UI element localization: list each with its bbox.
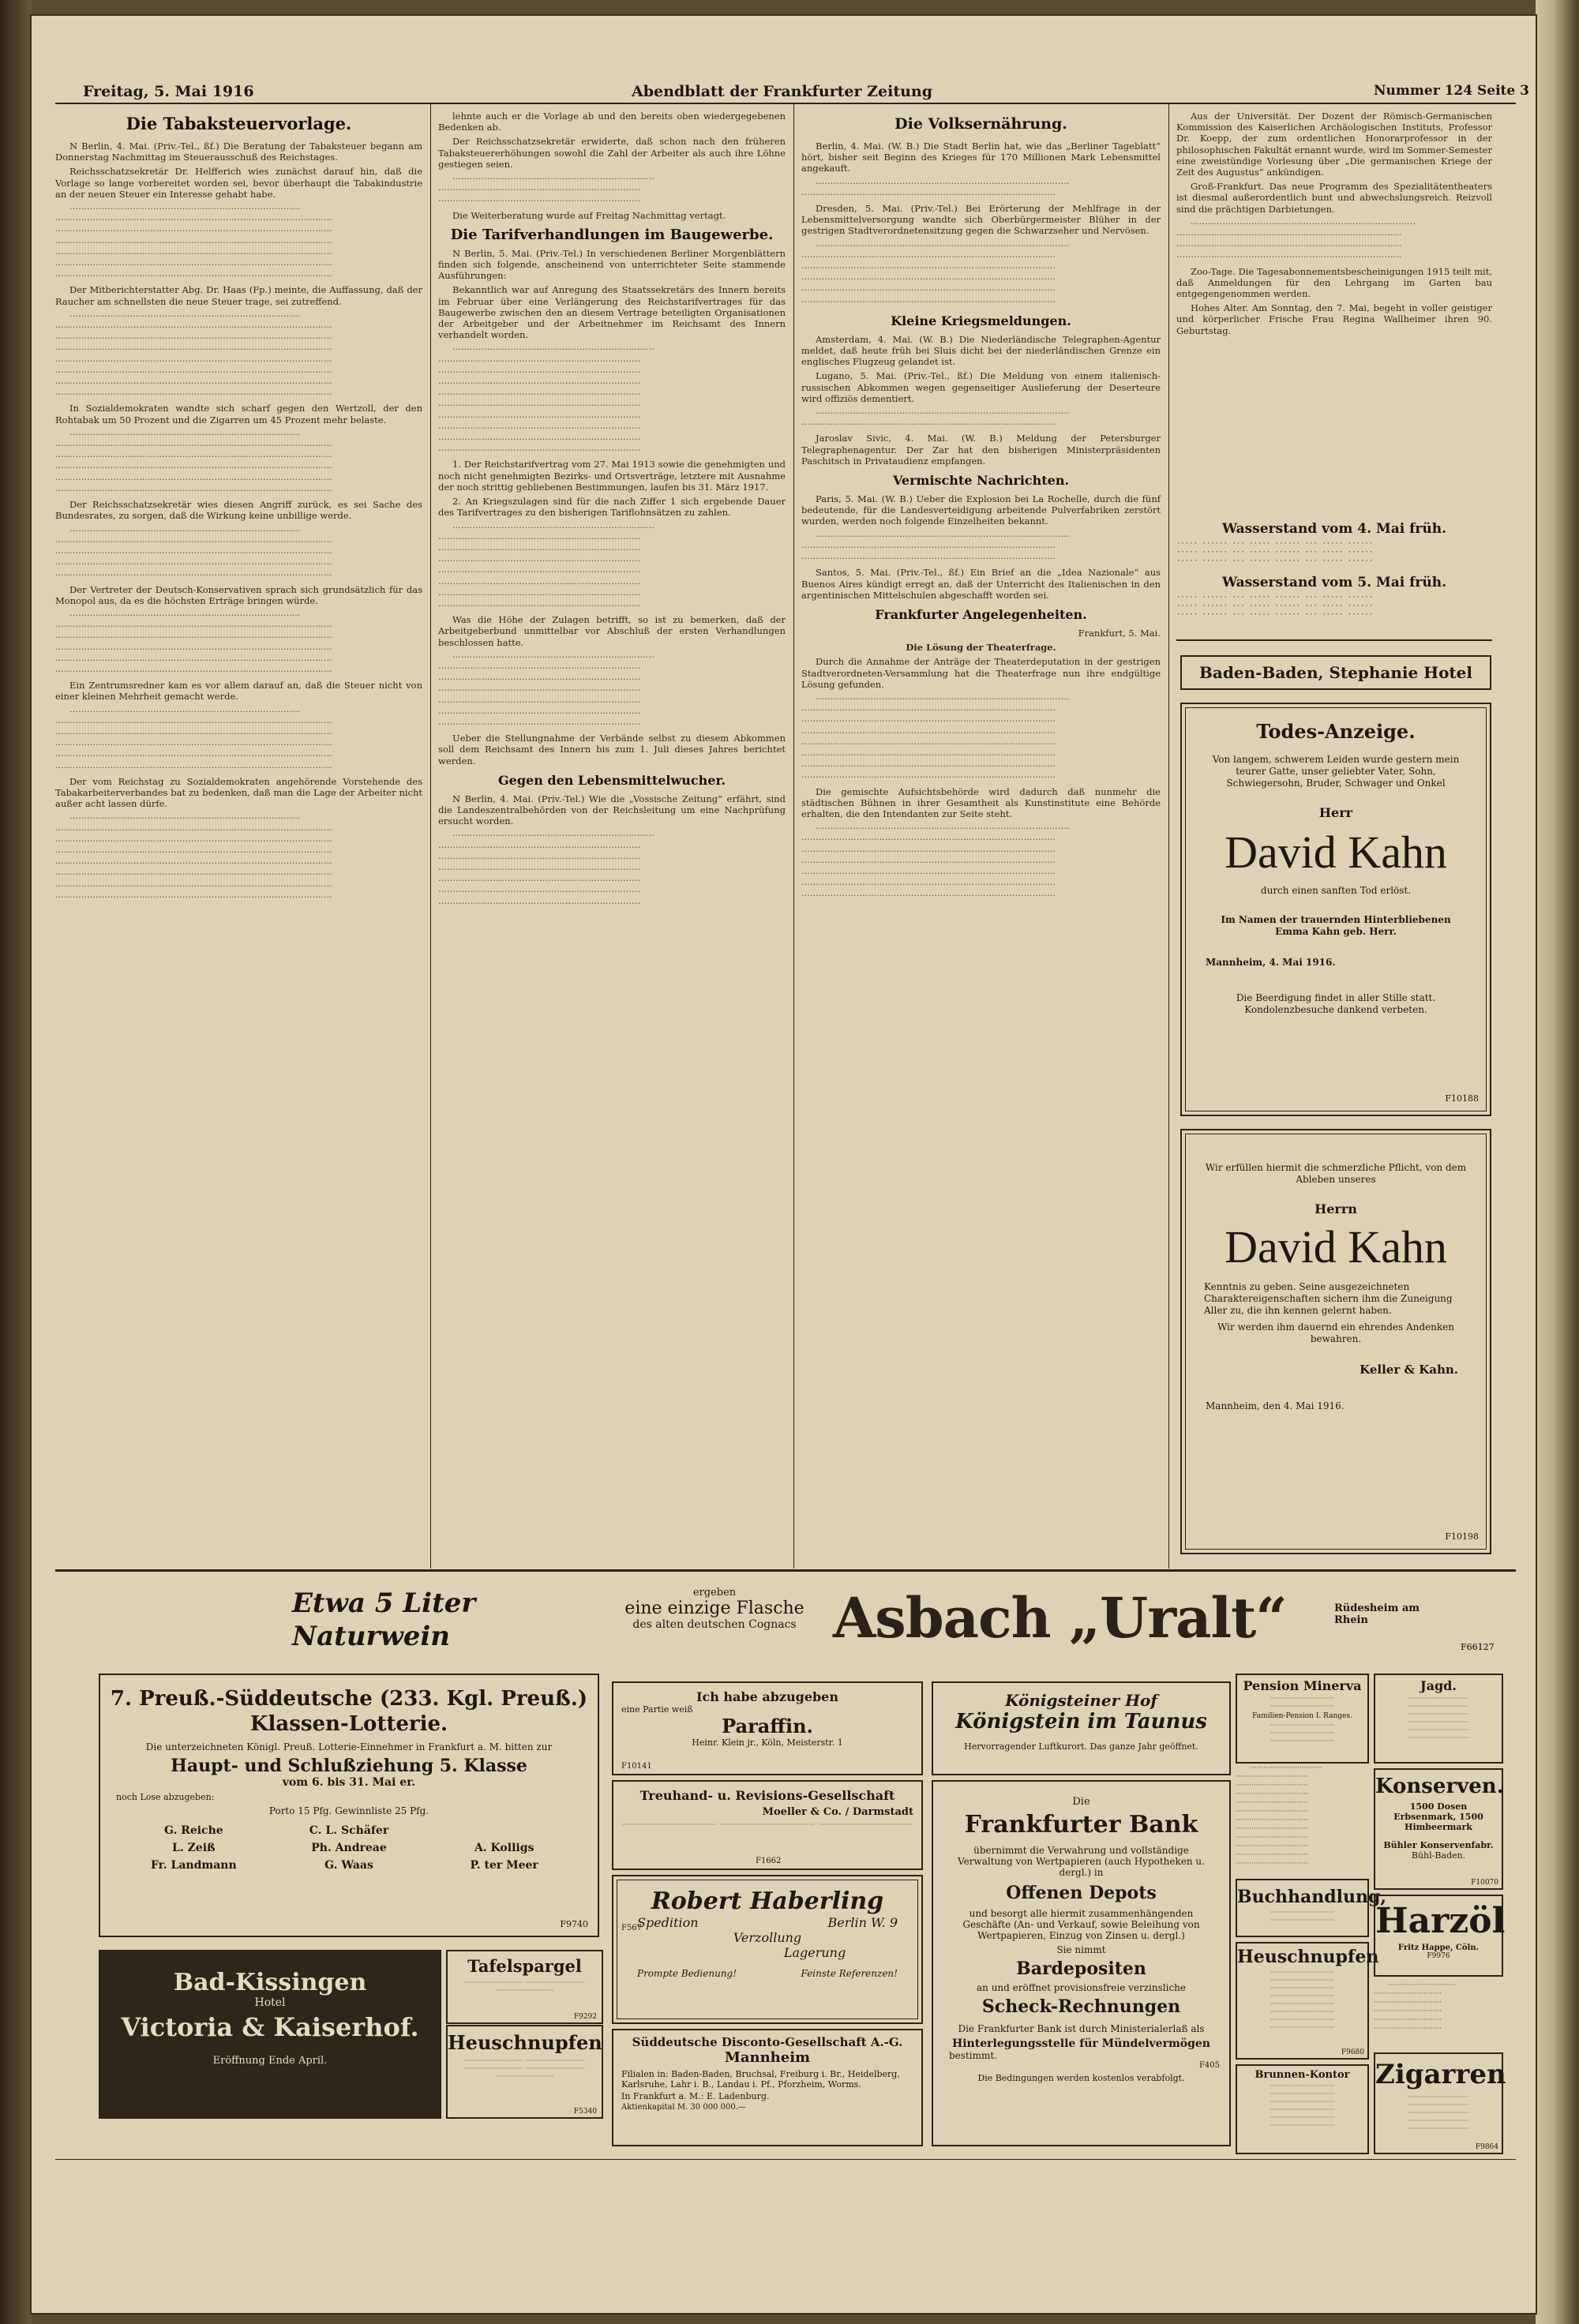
seller-name: C. L. Schäfer — [309, 1824, 389, 1837]
paragraph: Der Reichsschatzsekretär wies diesen Angriff zurück, es sei Sache des Bundesrates, zu sorgen, daß die Wirkung keine unbillige werde. — [55, 499, 422, 522]
ad-code: F9864 — [1475, 2143, 1498, 2151]
heuschnupfen-ad — [446, 2025, 603, 2119]
dateline: Frankfurt, 5. Mai. — [1078, 627, 1161, 639]
ad-code: F10188 — [1445, 1093, 1479, 1104]
paraffin-name: Paraffin. — [722, 1715, 813, 1737]
ad-code: F66127 — [1461, 1642, 1495, 1652]
paragraph: In Sozialdemokraten wandte sich scharf gegen den Wertzoll, der den Rohtabak um 50 Prozent und die Zigarren um 45 Prozent mehr belaste. — [55, 403, 422, 425]
disconto-name: Süddeutsche Disconto-Gesellschaft A.-G. — [632, 2035, 903, 2049]
asbach-mid-text: ergeben — [692, 1587, 737, 1599]
illegible-text: ······························ ······························ ······························ ······························ ······························ — [1408, 2093, 1469, 2132]
bank-text: übernimmt die Verwahrung und vollständige Verwaltung von Wertpapieren (auch Hypotheken u. dergl.) in — [958, 1845, 1205, 1878]
bank-text: Die Frankfurter Bank ist durch Ministerialerlaß als — [958, 2023, 1205, 2034]
bank-scheck: Scheck-Rechnungen — [981, 1996, 1181, 2017]
illegible-text: ······································································ ······································································ ······································································ ······································································ ······································································ ······································································ ······································································ — [438, 830, 654, 909]
haberling-city: Berlin W. 9 — [827, 1915, 898, 1930]
ad-code: F10141 — [621, 1762, 652, 1771]
illegible-text: ································ ································ ································ ································ ································ ································ ································ ································ — [1270, 1969, 1335, 2031]
notice-title: Todes-Anzeige. — [1256, 720, 1416, 743]
konserven-line: 1500 Dosen Erbsenmark, 1500 Himbeermark — [1393, 1801, 1483, 1832]
kissingen-line: Eröffnung Ende April. — [212, 2055, 328, 2067]
illegible-text: ························································································ ························································································ ························································································ ························································································ ························································································ ························································································ ························································································ ························································································ — [801, 692, 1070, 783]
buchhandlung-ad — [1236, 1879, 1386, 1937]
bank-bardepositen: Bardepositen — [1016, 1959, 1146, 1979]
treuhand-name: Treuhand- u. Revisions-Gesellschaft — [639, 1788, 895, 1803]
lotterie-main: Haupt- und Schlußziehung 5. Klasse — [171, 1756, 527, 1776]
seller-name: P. ter Meer — [470, 1859, 538, 1872]
header-rule — [55, 103, 1516, 104]
notice-note: Kondolenzbesuche dankend verbeten. — [1244, 1004, 1427, 1015]
heuschnupfen-ad-2 — [1236, 1942, 1379, 2060]
section-rule — [55, 1569, 1516, 1572]
column-rule — [430, 104, 431, 1569]
bank-text: Die Bedingungen werden kostenlos verabfolgt. — [977, 2073, 1185, 2083]
notice-body: Von langem, schwerem Leiden wurde gestern mein teurer Gatte, unser geliebter Vater, Sohn, Schwiegersohn, Bruder, Schwager und Onkel — [1212, 754, 1460, 789]
notice-herr: Herrn — [1315, 1201, 1357, 1216]
illegible-text: ······································································ ······································································ ······································································ ······································································ ······································································ ······································································ ······································································ ······································································ ······································································ ······································································ — [438, 343, 654, 456]
paragraph: Der Reichsschatzsekretär erwiderte, daß schon nach den früheren Tabaksteuererhöhungen sowohl die Zahl der Arbeiter als auch ihre Löhne gestiegen seien. — [438, 136, 786, 170]
konserven-title: Konserven. — [1375, 1775, 1504, 1798]
paragraph: Santos, 5. Mai. (Priv.-Tel., ßf.) Ein Brief an die „Idea Nazionale“ aus Buenos Aires kündigt erregt an, daß der Unterricht des Italienischen in den argentinischen Mittelschulen abgeschafft worden sei. — [801, 567, 1161, 601]
illegible-text: ······························ ······························ ······························ ······························ ······························ ······························ — [1408, 1695, 1469, 1741]
hotel-name: Baden-Baden, Stephanie Hotel — [1199, 663, 1472, 682]
spargel-title: Tafelspargel — [467, 1956, 582, 1976]
widow-name: Emma Kahn geb. Herr. — [1275, 926, 1397, 937]
koenigstein-sub: Königstein im Taunus — [955, 1710, 1207, 1734]
hotel-stephanie-ad — [1180, 655, 1491, 690]
small-ads — [1374, 1981, 1500, 2045]
firm-name: Keller & Kahn. — [1360, 1363, 1458, 1377]
bank-text: und besorgt alle hiermit zusammenhängenden Geschäfte (An- und Verkauf, sowie Beleihung von Wertpapieren, Einzug von Zinsen u. dergl.) — [962, 1908, 1200, 1941]
paragraph: Ueber die Stellungnahme der Verbände selbst zu diesem Abkommen soll dem Reichsamt des Innern bis zum 1. Juli dieses Jahres berichtet werden. — [438, 733, 786, 767]
haberling-service: Lagerung — [783, 1945, 846, 1960]
seller-name: Ph. Andreae — [311, 1842, 387, 1854]
illegible-text: ······································································ ······································································ ······································································ — [438, 173, 654, 207]
article-tabaksteuer — [55, 111, 422, 1567]
haberling-name: Robert Haberling — [651, 1887, 884, 1915]
kissingen-hotel: Hotel — [254, 1996, 286, 2009]
water-level-title: Wasserstand vom 5. Mai früh. — [1221, 575, 1447, 590]
illegible-text: ····························· ····························· ····························· — [464, 1979, 585, 1994]
paraffin-line: eine Partie weiß — [621, 1704, 693, 1715]
article-title: Die Volksernährung. — [895, 115, 1067, 133]
notice-place: Mannheim, 4. Mai 1916. — [1206, 957, 1336, 968]
notice-body: Wir erfüllen hiermit die schmerzliche Pflicht, von dem Ableben unseres — [1205, 1162, 1467, 1185]
paragraph: Die Weiterberatung wurde auf Freitag Nachmittag vertagt. — [452, 209, 726, 221]
paragraph: Amsterdam, 4. Mai. (W. B.) Die Niederländische Telegraphen-Agentur meldet, daß heute früh bei Sluis dicht bei der niederländischen Grenze ein englisches Flugzeug gelandet ist. — [801, 333, 1161, 368]
lotterie-ad — [99, 1674, 599, 1937]
paragraph: Dresden, 5. Mai. (Priv.-Tel.) Bei Erörterung der Mehlfrage in der Lebensmittelversorgung wandte sich Oberbürgermeister Blüher in der gestrigen Stadtverordnetensitzung gegen die Schwarzseher und Nervösen. — [801, 203, 1161, 237]
brunnen-title: Brunnen-Kontor — [1255, 2069, 1350, 2081]
paragraph: Was die Höhe der Zulagen betrifft, so ist zu bemerken, daß der Arbeitgeberbund unmittelbar vor Abschluß der ersten Verhandlungen beschlossen hatte. — [438, 614, 786, 648]
disconto-city: Mannheim — [724, 2049, 811, 2066]
deceased-name: David Kahn — [1225, 1221, 1447, 1273]
water-level-table: ····· ······ ··· ····· ······ ··· ····· ······ ····· ······ ··· ····· ······ ··· ····· ······ ····· ······ ··· ····· ······ ··· ····· ······ — [1176, 540, 1374, 565]
zigarren-title: Zigarren — [1375, 2059, 1506, 2090]
article-title: Die Tarifverhandlungen im Baugewerbe. — [450, 226, 774, 243]
asbach-uralt-ad — [55, 1579, 1516, 1666]
illegible-text: ················································································ ································································································ ································································································ ································································································ ································································································ ································································································ ································································································ ································································································ — [55, 309, 332, 400]
illegible-text: ················································································ ································································································ ································································································ ································································································ ································································································ ································································································ — [55, 705, 332, 773]
ad-code: F9680 — [1341, 2048, 1364, 2056]
kissingen-city: Bad-Kissingen — [173, 1969, 367, 1996]
bank-depot: Offenen Depots — [1006, 1883, 1157, 1903]
bank-text: an und eröffnet provisionsfreie verzinsliche — [977, 1982, 1186, 1993]
buchhandlung-title: Buchhandlung, — [1237, 1887, 1386, 1907]
haberling-tag: Feinste Referenzen! — [801, 1968, 898, 1979]
paragraph: Paris, 5. Mai. (W. B.) Ueber die Explosion bei La Rochelle, durch die fünf bedeutende, für die Landesverteidigung arbeitende Pulverfabriken zerstört wurden, werden noch folgende Einzelheiten bekannt. — [801, 493, 1161, 527]
treuhand-ad — [612, 1780, 923, 1870]
lotterie-lose: noch Lose abzugeben: — [116, 1792, 215, 1802]
kissingen-ad — [99, 1950, 441, 2119]
frankfurter-bank-ad — [932, 1780, 1231, 2146]
death-notice-family — [1180, 703, 1491, 1116]
illegible-text: ························································································ ························································································ — [801, 177, 1070, 200]
konserven-ad — [1374, 1768, 1503, 1890]
divider — [1176, 639, 1492, 641]
heuschnupfen-title: Heuschnupfen — [448, 2031, 602, 2054]
notice-note: Die Beerdigung findet in aller Stille statt. — [1236, 992, 1436, 1003]
illegible-text: ················································································ ································································································ ································································································ ································································································ ································································································ ································································································ — [55, 428, 332, 496]
column-rule — [793, 104, 794, 1569]
minerva-line: Familien-Pension I. Ranges. — [1252, 1712, 1352, 1720]
illegible-text: ······································································ ······································································ ······································································ ······································································ ······································································ ······································································ ······································································ — [438, 650, 654, 729]
binding-gutter — [0, 0, 32, 2324]
article-title: Die Tabaksteuervorlage. — [126, 114, 352, 133]
paragraph: lehnte auch er die Vorlage ab und den bereits oben wiedergegebenen Bedenken ab. — [438, 111, 786, 133]
column-rule — [1168, 104, 1169, 1569]
notice-line: durch einen sanften Tod erlöst. — [1260, 885, 1412, 896]
minerva-name: Pension Minerva — [1243, 1678, 1362, 1693]
paragraph: Der Mitberichterstatter Abg. Dr. Haas (Fp.) meinte, die Auffassung, daß der Raucher am schnellsten die neue Steuer trage, sei zutreffend. — [55, 284, 422, 307]
spargel-ad — [446, 1950, 603, 2024]
bank-hint: Hinterlegungsstelle für Mündelvermögen — [952, 2037, 1210, 2050]
asbach-mid-text: des alten deutschen Cognacs — [632, 1618, 797, 1631]
paragraph: Hohes Alter. Am Sonntag, den 7. Mai, begeht in voller geistiger und körperlicher Frische Frau Regina Wallheimer ihren 90. Geburtstag. — [1176, 302, 1492, 336]
bank-text: Sie nimmt — [1056, 1944, 1106, 1955]
asbach-middle — [604, 1587, 825, 1631]
illegible-text: ································ ································ ································ — [1270, 1722, 1335, 1745]
illegible-text: ································ ································ ································ ································ ································ ································ — [1270, 2082, 1335, 2129]
haberling-ad — [612, 1875, 923, 2024]
seller-name: A. Kolligs — [474, 1842, 534, 1854]
treuhand-firm: Moeller & Co. / Darmstadt — [762, 1806, 913, 1818]
bank-name: Frankfurter Bank — [964, 1811, 1198, 1839]
article-lead: N Berlin, 5. Mai. (Priv.-Tel.) In verschiedenen Berliner Morgenblättern finden sich folgende, anscheinend von unterrichteter Seite stammende Ausführungen: — [438, 247, 786, 282]
jagd-ad — [1374, 1674, 1503, 1764]
paragraph: Lugano, 5. Mai. (Priv.-Tel., ßf.) Die Meldung von einem italienisch-russischen Abkommen wegen gegenseitiger Auslieferung der Deserteure wird offiziös dementiert. — [801, 370, 1161, 404]
article-lead: Berlin, 4. Mai. (W. B.) Die Stadt Berlin hat, wie das „Berliner Tageblatt“ hört, bisher seit Beginn des Krieges für 170 Millionen Mark Lebensmittel angekauft. — [801, 141, 1161, 174]
haberling-service: Spedition — [637, 1915, 699, 1930]
notice-line: Im Namen der trauernden Hinterbliebenen — [1221, 914, 1451, 925]
ad-code: F1662 — [756, 1857, 782, 1865]
article-title: Frankfurter Angelegenheiten. — [875, 606, 1087, 622]
notice-body: Kenntnis zu geben. Seine ausgezeichneten Charaktereigenschaften sichern ihm die Zuneigung Aller zu, die ihn kennen gelernt haben. — [1204, 1281, 1453, 1316]
paragraph: 1. Der Reichstarifvertrag vom 27. Mai 1913 sowie die genehmigten und noch nicht genehmigten Bezirks- und Ortsverträge, letztere mit Ausnahme der noch strittig gebliebenen Bestimmungen, laufen bis 31. März 1917. — [438, 459, 786, 493]
lotterie-porto: Porto 15 Pfg. Gewinnliste 25 Pfg. — [268, 1805, 429, 1816]
issue-date: Freitag, 5. Mai 1916 — [83, 83, 254, 100]
ad-code: F10070 — [1471, 1879, 1498, 1887]
koenigstein-ad — [932, 1681, 1231, 1775]
ad-code: F5340 — [573, 2108, 597, 2116]
bank-text: bestimmt. — [949, 2050, 997, 2061]
harzoel-ad — [1374, 1895, 1506, 1977]
paragraph: Zoo-Tage. Die Tagesabonnementsbescheinigungen 1915 teilt mit, daß Anmeldungen für den Lehrgang im Garten bau entgegengenommen werden. — [1176, 265, 1492, 300]
illegible-text: ················································································ ································································································ ································································································ ································································································ ································································································ ································································································ ································································································ ································································································ — [55, 812, 332, 902]
bank-the: Die — [1072, 1796, 1090, 1808]
page-number: Nummer 124 Seite 3 — [1374, 83, 1529, 99]
koenigstein-line: Hervorragender Luftkurort. Das ganze Jahr geöffnet. — [964, 1741, 1198, 1752]
heuschnupfen-title: Heuschnupfen — [1237, 1947, 1379, 1967]
konserven-city: Bühl-Baden. — [1411, 1850, 1466, 1861]
illegible-text: ························································································ ························································································ — [801, 407, 1070, 430]
haberling-service: Verzollung — [733, 1930, 802, 1945]
paragraph: Aus der Universität. Der Dozent der Römisch-Germanischen Kommission des Kaiserlichen Archäologischen Instituts, Professor Dr. Koepp, der zum ordentlichen Honorarprofessor in der philosophischen Fakultät ernannt wurde, wird im Sommer-Semester eine zweistündige Vorlesung über „Die germanischen Kriege der Zeit des Augustus“ ankündigen. — [1176, 111, 1492, 178]
seller-name: G. Waas — [324, 1859, 373, 1872]
illegible-text: ························································································ ························································································ ························································································ ························································································ ························································································ ························································································ — [801, 239, 1070, 307]
page-edge — [1536, 0, 1579, 2324]
bottom-rule — [55, 2159, 1516, 2160]
paraffin-line: Ich habe abzugeben — [696, 1689, 838, 1704]
disconto-capital: Aktienkapital M. 30 000 000.— — [621, 2103, 746, 2112]
illegible-text: ··············································· ··············································· ··············································· — [622, 1821, 913, 1828]
illegible-text: ·············································································· ·············································································· ·············································································· ·············································································· — [1176, 217, 1416, 263]
paragraph: Bekanntlich war auf Anregung des Staatssekretärs des Innern bereits im Februar über eine Verlängerung des Reichstarifvertrages für das Baugewerbe zwischen den an diesem Vertrage beteiligten Organisationen der Arbeitgeber und der Arbeitnehmer im Reichsamt des Innern verhandelt worden. — [438, 284, 786, 341]
small-ads — [1236, 1764, 1366, 1875]
asbach-brand: Asbach „Uralt“ — [833, 1585, 1287, 1651]
illegible-text: ························································································ ························································································ ························································································ — [801, 530, 1070, 564]
illegible-text: ····························· ····························· ····························· ····························· ····························· — [464, 2057, 585, 2080]
article-title: Gegen den Lebensmittelwucher. — [498, 772, 726, 788]
illegible-text: ································ ································ — [1270, 1909, 1335, 1924]
lotterie-sellers — [116, 1824, 582, 1872]
lotterie-dates: vom 6. bis 31. Mai er. — [282, 1776, 416, 1789]
notice-herr: Herr — [1318, 805, 1353, 820]
water-level-table: ····· ······ ··· ····· ······ ··· ····· ······ ····· ······ ··· ····· ······ ··· ····· ······ ····· ······ ··· ····· ······ ··· ····· ······ — [1176, 594, 1374, 619]
disconto-frankfurt: In Frankfurt a. M.: E. Ladenburg. — [621, 2091, 770, 2101]
masthead: Abendblatt der Frankfurter Zeitung — [632, 83, 933, 100]
paragraph: Jaroslav Sivic, 4. Mai. (W. B.) Meldung der Petersburger Telegraphenagentur. Der Zar hat den bisherigen Ministerpräsidenten Paschitsch in Privataudienz empfangen. — [801, 433, 1161, 467]
article-title: Kleine Kriegsmeldungen. — [891, 313, 1071, 328]
deceased-name: David Kahn — [1225, 827, 1447, 878]
paragraph: Der Vertreter der Deutsch-Konservativen sprach sich grundsätzlich für das Monopol aus, da es die höchsten Erträge bringen würde. — [55, 583, 422, 606]
notice-place: Mannheim, den 4. Mai 1916. — [1206, 1400, 1345, 1411]
paragraph: Die gemischte Aufsichtsbehörde wird dadurch daß nunmehr die städtischen Bühnen in ihrer Gesamtheit als Kunstinstitute eine Behörde erhalten, die den Intendanten zur Seite steht. — [801, 785, 1161, 819]
seller-name: G. Reiche — [163, 1824, 223, 1837]
paragraph: Ein Zentrumsredner kam es vor allem darauf an, daß die Steuer nicht von einer kleinen Mehrheit gemacht werde. — [55, 680, 422, 703]
paragraph: Reichsschatzsekretär Dr. Helfferich wies zunächst darauf hin, daß die Vorlage so lange vorbereitet worden sei, bevor überhaupt die Tabakindustrie an der neuen Steuer ein Interesse gehabt habe. — [55, 166, 422, 200]
illegible-text: ················································································ ································································································ ································································································ ································································································ ································································································ ································································································ ································································································ — [55, 203, 332, 282]
paragraph: Der vom Reichstag zu Sozialdemokraten angehörende Vorstehende des Tabakarbeiterverbandes bat zu bedenken, daß man die Lage der Arbeiter nicht außer acht lassen dürfe. — [55, 775, 422, 810]
seller-name: L. Zeiß — [171, 1842, 216, 1854]
death-notice-firm — [1180, 1129, 1491, 1554]
paraffin-ad — [612, 1681, 923, 1775]
newspaper-page — [32, 16, 1536, 2313]
notice-body: Wir werden ihm dauernd ein ehrendes Andenken bewahren. — [1217, 1321, 1454, 1344]
paragraph: Groß-Frankfurt. Das neue Programm des Spezialitätentheaters ist diesmal außerordentlich bunt und abwechslungsreich. Reizvoll sind die prächtigen Darbietungen. — [1176, 181, 1492, 215]
koenigstein-name: Königsteiner Hof — [1005, 1691, 1157, 1710]
article-lead: N Berlin, 4. Mai. (Priv.-Tel., ßf.) Die Beratung der Tabaksteuer begann am Donnerstag Nachmittag im Steuerausschuß des Reichstages. — [55, 141, 422, 163]
article-volksernaehrung — [801, 111, 1161, 1567]
lotterie-title: 7. Preuß.-Süddeutsche (233. Kgl. Preuß.) Klassen-Lotterie. — [110, 1687, 588, 1736]
article-title: Vermischte Nachrichten. — [892, 473, 1070, 489]
seller-name: Fr. Landmann — [150, 1859, 237, 1872]
zigarren-ad — [1374, 2052, 1506, 2154]
ad-code: F9740 — [560, 1919, 588, 1929]
illegible-text: ················································································ ································································································ ································································································ ································································································ ································································································ ································································································ — [55, 609, 332, 677]
konserven-firm: Bühler Konservenfabr. — [1383, 1840, 1494, 1850]
ad-code: F567 — [621, 1924, 643, 1932]
lotterie-intro: Die unterzeichneten Königl. Preuß. Lotterie-Einnehmer in Frankfurt a. M. bitten zur — [145, 1741, 553, 1752]
asbach-mid-text: eine einzige Flasche — [624, 1599, 805, 1618]
minerva-ad — [1236, 1674, 1369, 1764]
paraffin-addr: Heinr. Klein jr., Köln, Meisterstr. 1 — [692, 1737, 843, 1748]
brunnen-ad — [1236, 2064, 1369, 2154]
illegible-text: ································ ································ ································ ································ ································ ································ ································ ································ ································ ································ ································ ································ — [1236, 1764, 1322, 1868]
ad-code: F10198 — [1445, 1531, 1479, 1542]
haberling-tag: Prompte Bedienung! — [637, 1968, 737, 1979]
disconto-ad — [612, 2029, 923, 2146]
ad-code: F9976 — [1427, 1952, 1450, 1960]
kissingen-name: Victoria & Kaiserhof. — [121, 2012, 419, 2042]
article-tarifverhandlungen — [438, 111, 786, 1567]
water-level-title: Wasserstand vom 4. Mai früh. — [1221, 521, 1447, 537]
disconto-branches: Filialen in: Baden-Baden, Bruchsal, Freiburg i. Br., Heidelberg, Karlsruhe, Lahr i. B., Landau i. Pf., Pforzheim, Worms. — [621, 2069, 900, 2090]
illegible-text: ························································································ ························································································ ························································································ ························································································ ························································································ ························································································ ························································································ — [801, 823, 1070, 901]
harzoel-firm: Fritz Happe, Cöln. — [1397, 1944, 1480, 1952]
illegible-text: ······························ ······························ ······························ ······························ ······························ ······························ — [1374, 1981, 1456, 2033]
ad-code: F405 — [1198, 2061, 1220, 2070]
local-news — [1176, 111, 1492, 505]
paragraph: Durch die Annahme der Anträge der Theaterdeputation in der gestrigen Stadtverordneten-Versammlung hat die Theaterfrage nun ihre endgültige Lösung gefunden. — [801, 656, 1161, 690]
ad-code: F9292 — [573, 2013, 597, 2021]
illegible-text: ················································································ ································································································ ································································································ ································································································ ································································································ — [55, 524, 332, 581]
jagd-title: Jagd. — [1420, 1678, 1457, 1693]
paragraph: 2. An Kriegszulagen sind für die nach Ziffer 1 sich ergebende Dauer des Tarifvertrages zu den bisherigen Tariflohnsätzen zu zahlen. — [438, 496, 786, 519]
illegible-text: ································ ································ — [1270, 1695, 1335, 1710]
article-lead: N Berlin, 4. Mai. (Priv.-Tel.) Wie die „Vossische Zeitung“ erfährt, sind die Landeszentralbehörden von der Reichsleitung um eine Nachprüfung ersucht worden. — [438, 793, 786, 827]
asbach-origin: Rüdesheim am Rhein — [1334, 1602, 1420, 1626]
illegible-text: ······································································ ······································································ ······································································ ······································································ ······································································ ······································································ ······································································ ······································································ — [438, 521, 654, 611]
asbach-left: Etwa 5 Liter Naturwein — [292, 1587, 476, 1652]
subheading: Die Lösung der Theaterfrage. — [906, 642, 1056, 654]
harzoel-title: Harzöl — [1375, 1901, 1506, 1941]
